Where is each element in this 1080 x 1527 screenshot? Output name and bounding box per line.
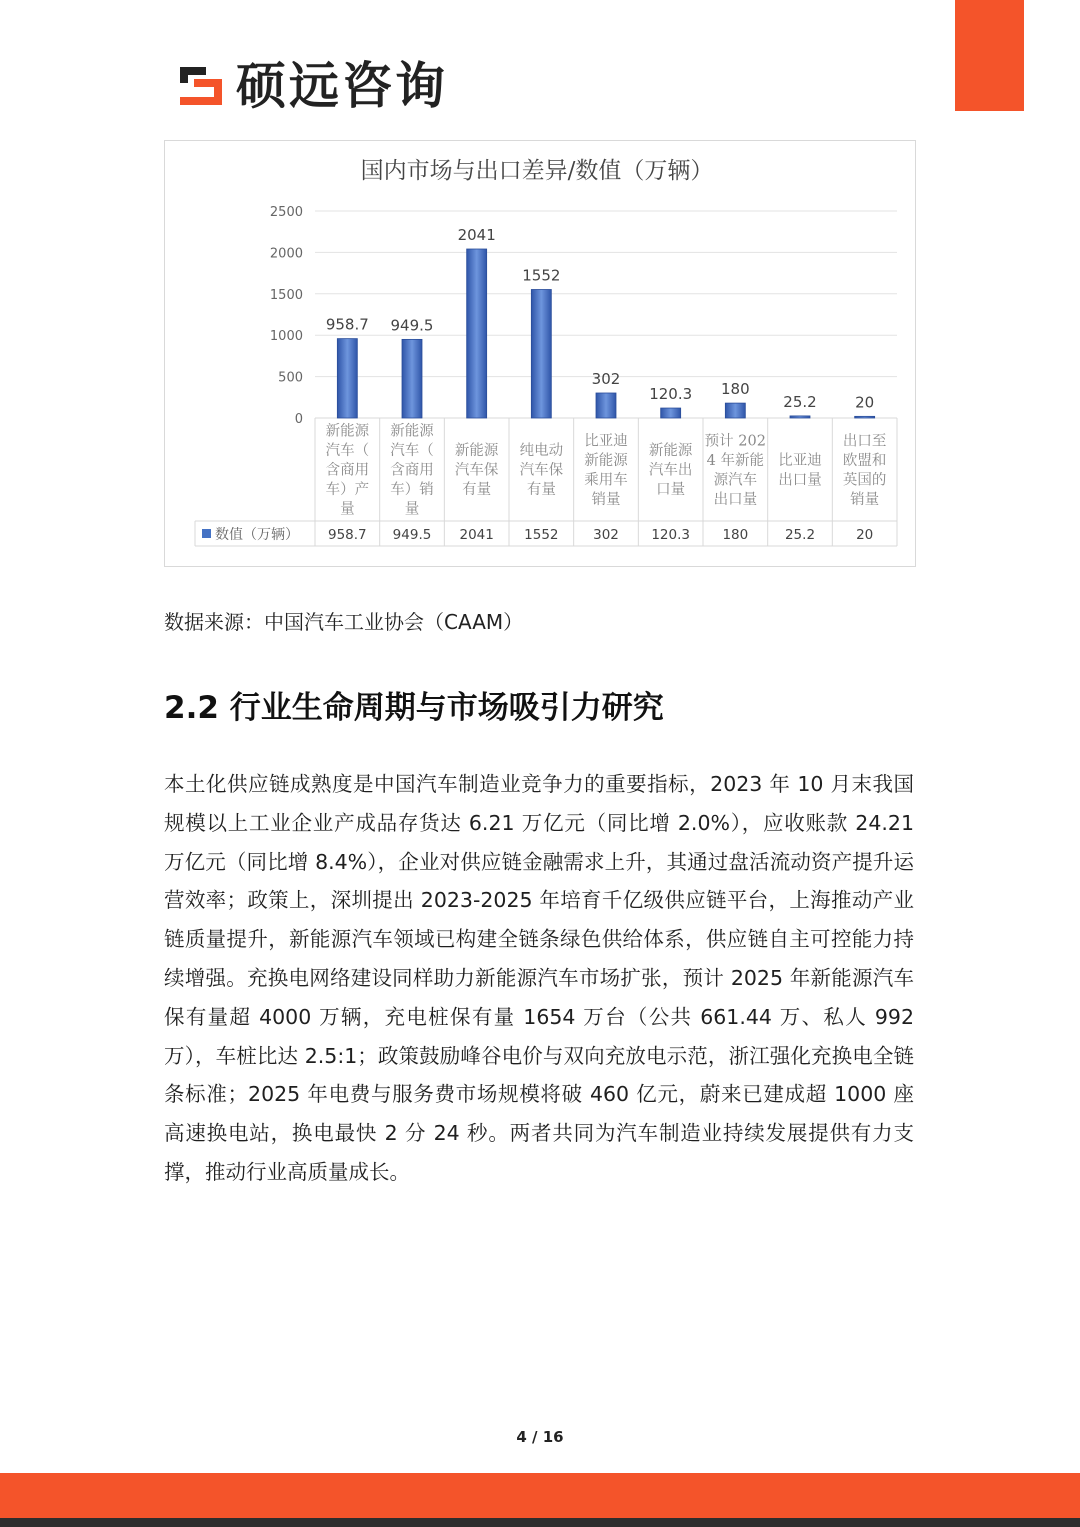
category-label: 量 bbox=[404, 501, 420, 518]
table-value: 2041 bbox=[459, 527, 494, 543]
data-label: 302 bbox=[591, 369, 621, 388]
category-label: 含商用 bbox=[325, 462, 370, 479]
y-tick-label: 1000 bbox=[269, 329, 303, 345]
data-label: 958.7 bbox=[325, 315, 369, 334]
legend-swatch bbox=[202, 529, 211, 538]
category-label: 新能源 bbox=[390, 423, 434, 440]
category-label: 4 年新能 bbox=[706, 452, 765, 469]
data-label: 120.3 bbox=[649, 385, 693, 404]
page-number: 4 / 16 bbox=[516, 1428, 564, 1446]
category-label: 新能源 bbox=[454, 443, 499, 459]
category-label: 汽车（ bbox=[390, 443, 434, 459]
logo-text: 硕远咨询 bbox=[236, 57, 448, 115]
y-tick-label: 1500 bbox=[269, 287, 303, 303]
corner-accent-tab bbox=[955, 0, 1024, 111]
category-label: 车）产 bbox=[325, 482, 370, 498]
table-value: 949.5 bbox=[392, 527, 432, 543]
category-label: 比亚迪 bbox=[584, 433, 628, 450]
bar bbox=[531, 289, 551, 418]
bar bbox=[725, 403, 745, 418]
category-label: 欧盟和 bbox=[842, 452, 887, 469]
table-value: 958.7 bbox=[328, 527, 367, 543]
y-tick-label: 2500 bbox=[269, 205, 303, 220]
category-label: 出口量 bbox=[778, 472, 822, 489]
data-label: 949.5 bbox=[390, 316, 434, 335]
footer-dark-strip bbox=[0, 1518, 1080, 1527]
table-value: 180 bbox=[722, 527, 749, 543]
category-label: 纯电动 bbox=[519, 443, 564, 459]
table-value: 120.3 bbox=[651, 527, 690, 543]
category-label: 销量 bbox=[850, 491, 880, 508]
category-label: 汽车出 bbox=[648, 462, 693, 479]
category-label: 汽车保 bbox=[454, 462, 499, 479]
table-value: 20 bbox=[856, 527, 874, 543]
bar bbox=[596, 393, 616, 418]
category-label: 有量 bbox=[462, 482, 492, 498]
category-label: 车）销 bbox=[390, 482, 434, 498]
bar bbox=[467, 249, 487, 418]
category-label: 新能源 bbox=[325, 423, 370, 440]
category-label: 乘用车 bbox=[584, 472, 628, 489]
chart-title: 国内市场与出口差异/数值（万辆） bbox=[360, 158, 714, 184]
category-label: 有量 bbox=[526, 482, 556, 498]
footer-accent-bar bbox=[0, 1473, 1080, 1518]
brand-logo bbox=[176, 56, 448, 116]
logo-s-icon bbox=[176, 61, 226, 111]
category-label: 出口至 bbox=[842, 433, 887, 450]
category-label: 含商用 bbox=[390, 462, 434, 479]
bar bbox=[337, 339, 357, 418]
category-label: 源汽车 bbox=[713, 472, 758, 489]
table-value: 1552 bbox=[524, 527, 559, 543]
y-tick-label: 500 bbox=[278, 370, 303, 386]
bar-chart bbox=[164, 140, 916, 567]
category-label: 出口量 bbox=[713, 491, 758, 508]
y-tick-label: 2000 bbox=[269, 246, 303, 262]
chart-canvas bbox=[165, 141, 917, 568]
category-label: 新能源 bbox=[648, 443, 693, 459]
data-label: 1552 bbox=[522, 266, 561, 285]
body-paragraph: 本土化供应链成熟度是中国汽车制造业竞争力的重要指标，2023 年 10 月末我国规模以上工业企业产成品存货达 6.21 万亿元（同比增 2.0%），应收账款 24.21 万亿元（同比增 8.4%），企业对供应链金融需求上升，其通过盘活流动资产提升运营效率；政策上，深圳提出 2023-2025 年培育千亿级供应链平台，上海推动产业链质量提升，新能源汽车领域已构建全链条绿色供给体系，供应链自主可控能力持续增强。充换电网络建设同样助力新能源汽车市场扩张，预计 2025 年新能源汽车保有量超 4000 万辆，充电桩保有量 1654 万台（公共 661.44 万、私人 992 万），车桩比达 2.5:1；政策鼓励峰谷电价与双向充放电示范，浙江强化充换电全链条标准；2025 年电费与服务费市场规模将破 460 亿元，蔚来已建成超 1000 座高速换电站，换电最快 2 分 24 秒。两者共同为汽车制造业持续发展提供有力支撑，推动行业高质量成长。 bbox=[164, 772, 914, 1184]
category-label: 销量 bbox=[591, 491, 621, 508]
data-label: 25.2 bbox=[783, 392, 817, 411]
data-source-note: 数据来源：中国汽车工业协会（CAAM） bbox=[164, 610, 524, 634]
table-value: 25.2 bbox=[784, 527, 816, 543]
bar bbox=[790, 416, 810, 418]
section-heading: 2.2 行业生命周期与市场吸引力研究 bbox=[164, 690, 664, 726]
data-label: 2041 bbox=[457, 226, 496, 245]
category-label: 量 bbox=[340, 501, 355, 518]
table-value: 302 bbox=[593, 527, 619, 543]
category-label: 英国的 bbox=[842, 472, 887, 489]
category-label: 口量 bbox=[656, 482, 686, 498]
legend-label: 数值（万辆） bbox=[215, 527, 299, 543]
category-label: 新能源 bbox=[584, 452, 628, 469]
category-label: 预计 202 bbox=[704, 433, 766, 450]
category-label: 汽车保 bbox=[519, 462, 564, 479]
bar bbox=[855, 416, 875, 418]
bar bbox=[402, 339, 422, 418]
category-label: 汽车（ bbox=[325, 443, 370, 459]
data-label: 20 bbox=[855, 393, 875, 412]
bar bbox=[661, 408, 681, 418]
data-label: 180 bbox=[721, 380, 750, 399]
y-tick-label: 0 bbox=[294, 412, 303, 427]
category-label: 比亚迪 bbox=[778, 452, 822, 469]
